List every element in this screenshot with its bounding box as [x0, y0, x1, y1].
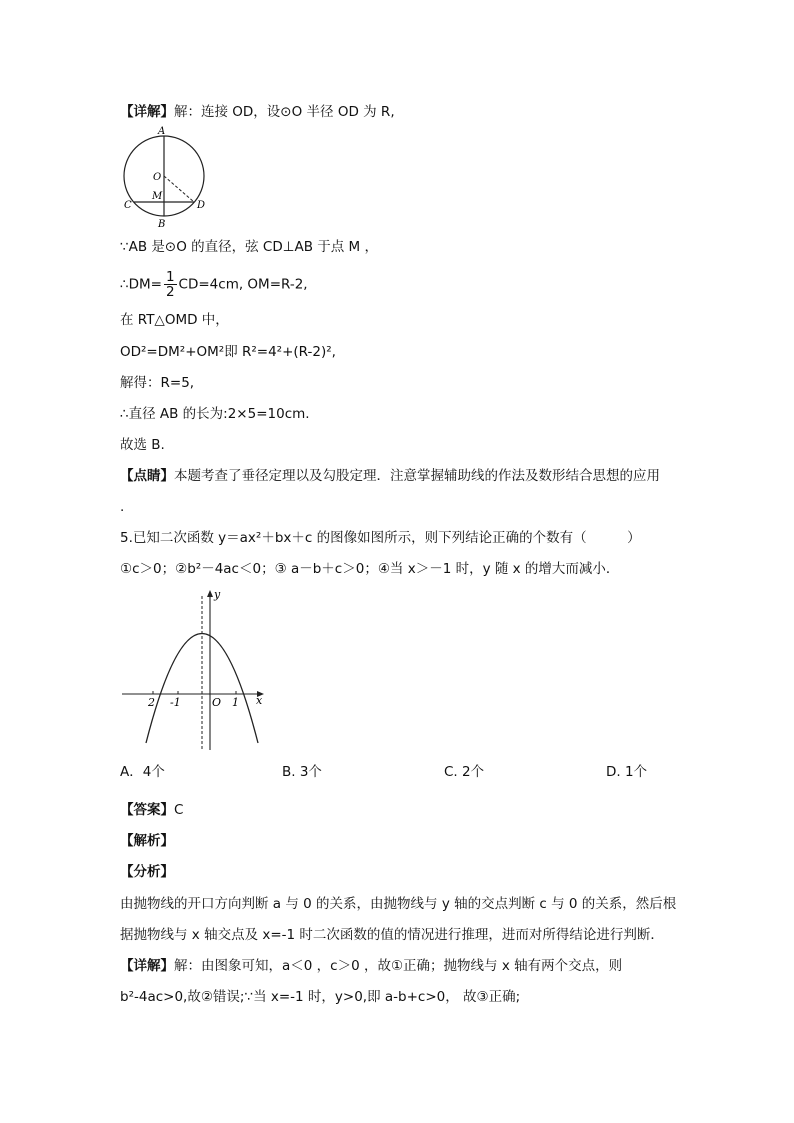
label-m: M [152, 191, 163, 202]
q4-comment [120, 467, 660, 485]
q4-line2: ∵AB 是⊙O 的直径，弦 CD⊥AB 于点 M ， [120, 239, 378, 255]
q5-detail-line1 [120, 957, 622, 975]
line3-suffix: CD=4cm, OM=R-2, [178, 276, 308, 293]
q5-answer [120, 801, 183, 819]
graph-label-origin: O [212, 696, 222, 709]
q5-detail-tag: 【详解】 [120, 958, 174, 974]
comment-text: 本题考查了垂径定理以及勾股定理．注意掌握辅助线的作法及数形结合思想的应用 [174, 468, 660, 484]
frac-num: 1 [165, 269, 175, 285]
graph-label-one: 1 [232, 696, 239, 709]
q5-detail-line2: b²-4ac>0,故②错误;∵当 x=-1 时，y>0,即 a-b+c>0， 故③正确; [120, 989, 521, 1005]
detail-tag: 【详解】 [120, 104, 174, 120]
line3-prefix: ∴DM= [120, 276, 162, 293]
parabola-graph [118, 588, 268, 753]
q4-line7: ∴直径 AB 的长为:2×5=10cm. [120, 406, 310, 422]
comment-tag: 【点睛】 [120, 468, 174, 484]
q4-line8: 故选 B. [120, 437, 165, 453]
label-d: D [197, 200, 206, 211]
q5-analysis-tag: 【解析】 [120, 833, 174, 849]
q4-line3 [120, 270, 308, 299]
option-d: D. 1个 [606, 764, 648, 780]
q5-detail-text: 解：由图象可知，a＜0 ，c＞0 ，故①正确；抛物线与 x 轴有两个交点，则 [174, 958, 623, 974]
q4-line5: OD²=DM²+OM²即 R²=4²+(R-2)², [120, 344, 336, 360]
q4-line4: 在 RT△OMD 中， [120, 312, 229, 328]
q5-conditions: ①c＞0；②b²－4ac＜0；③ a－b＋c＞0；④当 x＞－1 时，y 随 x 的增大而减小． [120, 561, 620, 577]
option-b: B. 3个 [282, 764, 322, 780]
answer-value: C [174, 802, 184, 818]
fraction-one-half [164, 270, 177, 299]
q4-comment-cont: . [120, 499, 125, 515]
radius-od [164, 176, 194, 202]
y-axis-arrow [207, 590, 213, 597]
q5-fenxi-line2: 据抛物线与 x 轴交点及 x=-1 时二次函数的值的情况进行推理，进而对所得结论进行判断． [120, 927, 664, 943]
frac-den: 2 [165, 284, 175, 300]
option-c: C. 2个 [444, 764, 485, 780]
graph-label-x: x [256, 694, 263, 707]
label-c: C [124, 200, 132, 211]
label-b: B [158, 219, 166, 230]
q4-line6: 解得：R=5, [120, 375, 195, 391]
q5-stem: 5.已知二次函数 y＝ax²＋bx＋c 的图像如图所示，则下列结论正确的个数有（ ） [120, 530, 641, 546]
q4-detail-line [120, 103, 395, 121]
label-o: O [153, 172, 162, 183]
graph-label-neg1: -1 [170, 696, 181, 709]
detail-text: 解：连接 OD，设⊙O 半径 OD 为 R, [174, 104, 395, 120]
graph-label-neg2: 2 [148, 696, 155, 709]
label-a: A [158, 126, 166, 137]
q5-fenxi-line1: 由抛物线的开口方向判断 a 与 0 的关系，由抛物线与 y 轴的交点判断 c 与 0 的关系，然后根 [120, 896, 677, 912]
circle-figure [118, 124, 218, 230]
answer-tag: 【答案】 [120, 802, 174, 818]
graph-label-y: y [214, 588, 221, 601]
q5-fenxi-tag: 【分析】 [120, 864, 174, 880]
option-a: A．4个 [120, 764, 165, 780]
